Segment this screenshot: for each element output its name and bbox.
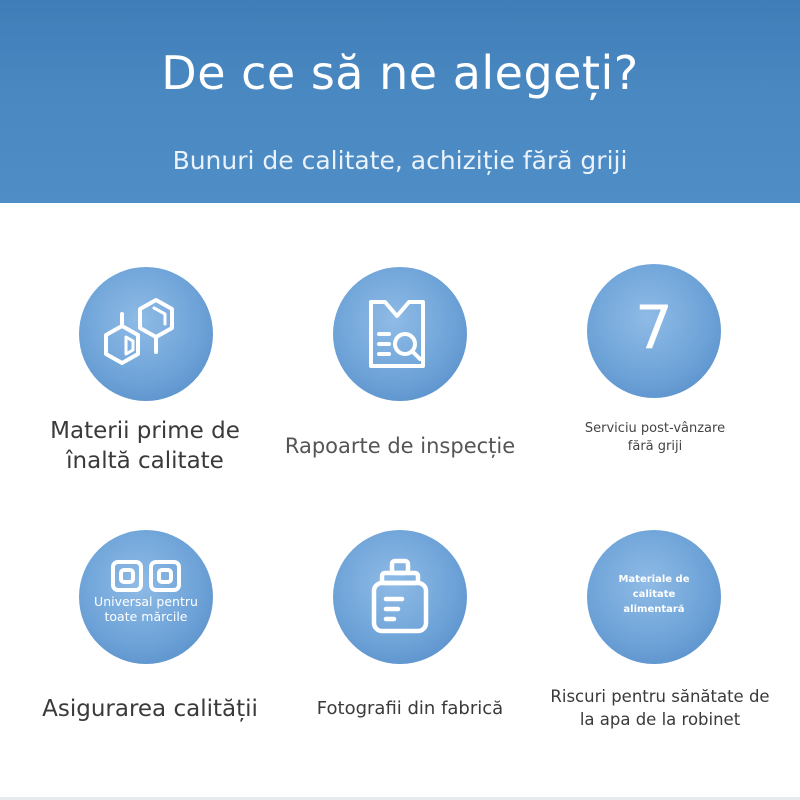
factory-bottle-icon — [368, 557, 432, 637]
universal-badge — [79, 530, 213, 664]
molecule-icon — [98, 294, 194, 374]
page-title: De ce să ne alegeți? — [161, 46, 639, 100]
feature-label-raw-materials: Materii prime de înaltă calitate — [50, 418, 240, 474]
feature-circle-quality — [79, 530, 213, 664]
feature-label-health-risk: Riscuri pentru sănătate de la apa de la robinet — [550, 687, 770, 729]
number-seven-text: 7 — [634, 293, 674, 363]
feature-label-inspection: Rapoarte de inspecție — [284, 434, 516, 458]
feature-circle-food-grade — [587, 530, 721, 664]
feature-circle-factory — [333, 530, 467, 664]
feature-circle-after-sales — [587, 264, 721, 398]
food-grade-text: Materiale de calitate alimentară — [618, 573, 690, 615]
feature-label-after-sales: Serviciu post-vânzare fără griji — [584, 421, 726, 454]
feature-label-factory: Fotografii din fabrică — [316, 698, 504, 719]
feature-circle-raw-materials — [79, 267, 213, 401]
feature-label-quality: Asigurarea calității — [42, 696, 258, 722]
universal-fit-icon — [111, 558, 181, 592]
feature-circle-inspection — [333, 267, 467, 401]
header-banner — [0, 0, 800, 203]
inspection-report-icon — [365, 294, 435, 374]
universal-badge-text: Universal pentru toate mărcile — [94, 594, 198, 624]
page-subtitle: Bunuri de calitate, achiziție fără griji — [172, 146, 628, 175]
